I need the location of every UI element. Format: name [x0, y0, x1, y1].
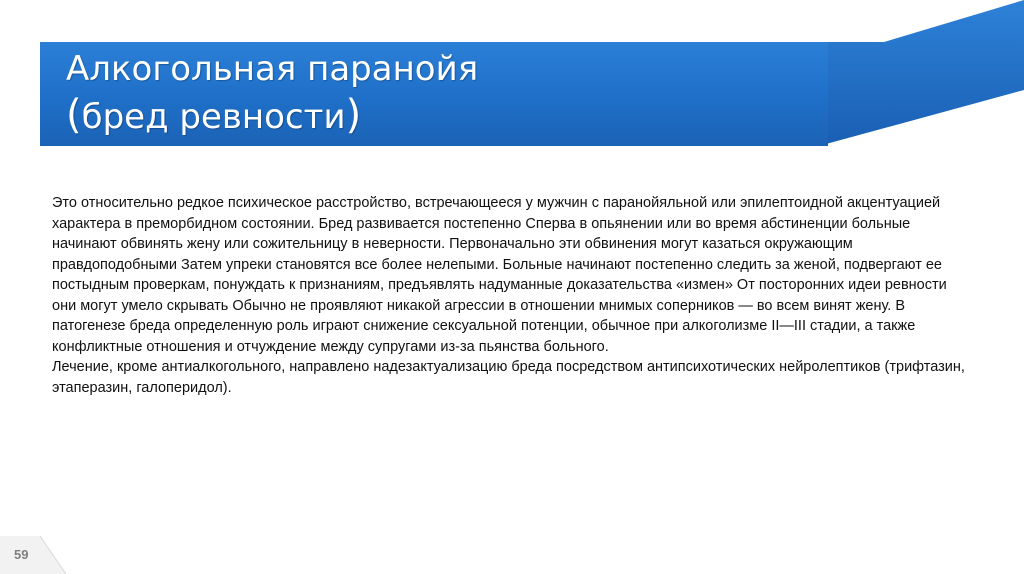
- title-line-2: [66, 92, 826, 140]
- body-paragraph-2: Лечение, кроме антиалкогольного, направлено надезактуализацию бреда посредством антипсихотических нейролептиков (трифтазин, этаперазин, галоперидол).: [52, 359, 965, 396]
- page-number: 59: [14, 547, 29, 562]
- title-line-2-text: бред ревности: [81, 97, 346, 137]
- page-corner-shape: [0, 536, 66, 574]
- page-number-corner: [0, 536, 66, 574]
- slide-title: [66, 46, 826, 140]
- title-close-paren: ): [345, 92, 362, 138]
- title-line-1: Алкогольная паранойя: [66, 49, 479, 89]
- triangle-shape: [826, 0, 1024, 144]
- body-text: [52, 193, 972, 398]
- body-paragraph-1: Это относительно редкое психическое расстройство, встречающееся у мужчин с паранойяльной или эпилептоидной акцентуацией характера в преморбидном состоянии. Бред развивается постепенно Сперва в опьянении или во время абстиненции больные начинают обвинять жену или сожительницу в неверности. Первоначально эти обвинения могут казаться окружающим правдоподобными Затем упреки становятся все более нелепыми. Больные начинают постепенно следить за женой, подвергают ее постыдным проверкам, понуждать к признаниям, предъявлять надуманные доказательства «измен» От посторонних идеи ревности они могут умело скрывать Обычно не проявляют никакой агрессии в отношении мнимых соперников — во всем винят жену. В патогенезе бреда определенную роль играют снижение сексуальной потенции, обычное при алкоголизме II—III стадии, а также конфликтные отношения и отчуждение между супругами из-за пьянства больного.: [52, 195, 947, 355]
- title-open-paren: (: [66, 92, 82, 138]
